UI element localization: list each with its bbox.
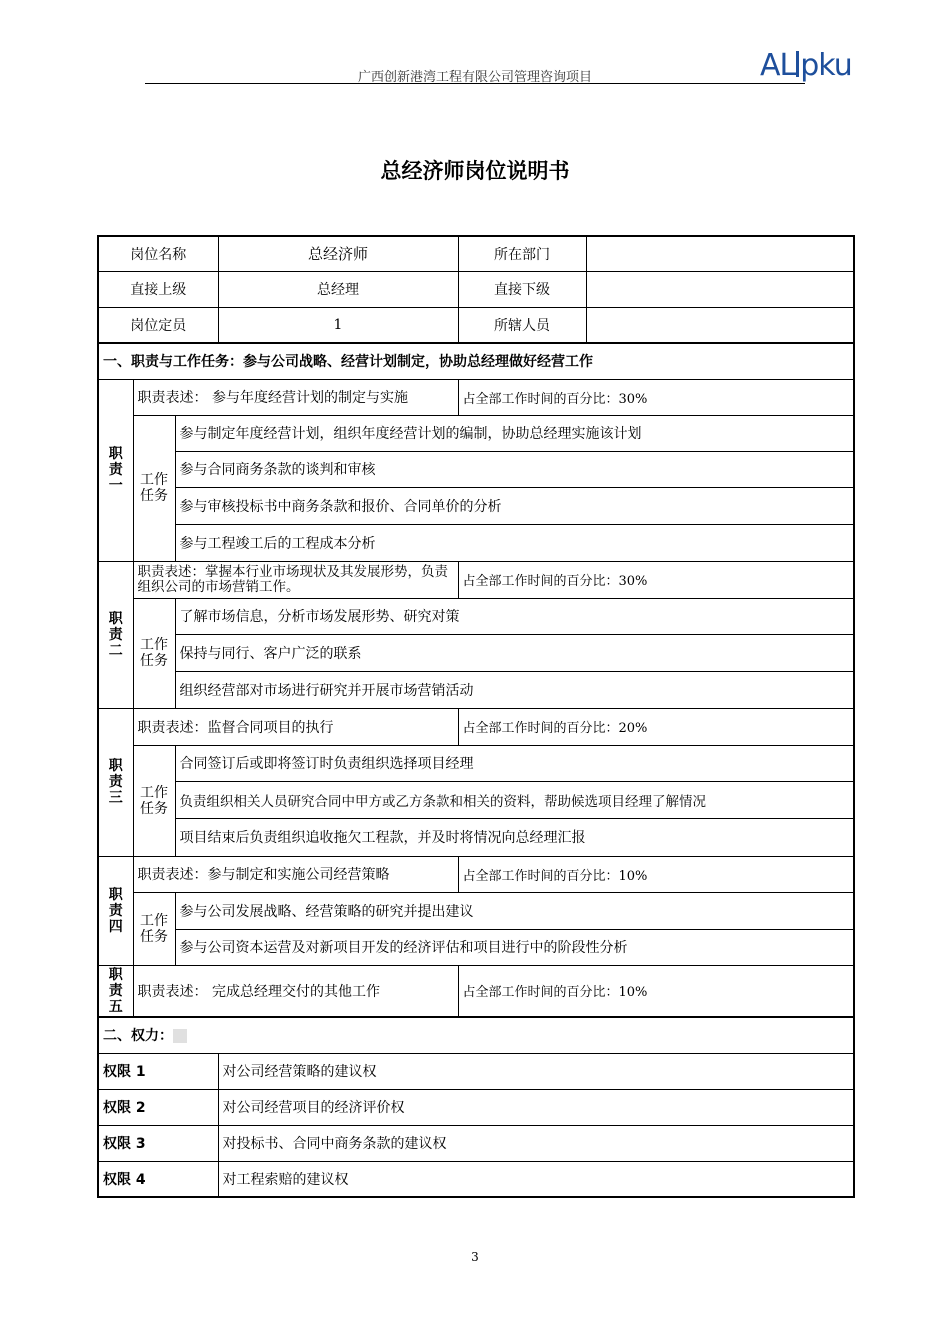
power-label: 权限 4	[98, 1161, 218, 1197]
subordinate-value	[586, 271, 854, 307]
power-text: 对公司经营策略的建议权	[218, 1053, 854, 1089]
duty-statement: 职责表述：参与制定和实施公司经营策略	[133, 856, 458, 892]
task-item: 参与公司资本运营及对新项目开发的经济评估和项目进行中的阶段性分析	[175, 929, 854, 965]
power-text: 对投标书、合同中商务条款的建议权	[218, 1125, 854, 1161]
task-item: 项目结束后负责组织追收拖欠工程款，并及时将情况向总经理汇报	[175, 818, 854, 856]
task-item: 组织经营部对市场进行研究并开展市场营销活动	[175, 671, 854, 708]
position-value: 总经济师	[218, 236, 458, 271]
staff-label: 所辖人员	[458, 307, 586, 343]
task-row	[98, 598, 854, 634]
dept-value	[586, 236, 854, 271]
section1-heading: 一、职责与工作任务：参与公司战略、经营计划制定，协助总经理做好经营工作	[98, 343, 854, 379]
power-label: 权限 2	[98, 1089, 218, 1125]
task-item: 参与制定年度经营计划，组织年度经营计划的编制，协助总经理实施该计划	[175, 415, 854, 451]
page-title: 总经济师岗位说明书	[380, 159, 570, 183]
work-task-label: 工作 任务	[133, 892, 175, 965]
dept-label: 所在部门	[458, 236, 586, 271]
duty-label: 职 责 五	[98, 965, 133, 1017]
duty-statement-row	[98, 708, 854, 745]
power-row	[98, 1089, 854, 1125]
task-row	[98, 524, 854, 561]
work-task-label: 工作 任务	[133, 598, 175, 708]
task-item: 参与公司发展战略、经营策略的研究并提出建议	[175, 892, 854, 929]
info-row	[98, 271, 854, 307]
power-row	[98, 1125, 854, 1161]
info-row	[98, 236, 854, 271]
task-row	[98, 929, 854, 965]
power-label: 权限 1	[98, 1053, 218, 1089]
work-task-label: 工作 任务	[133, 415, 175, 561]
power-row	[98, 1053, 854, 1089]
position-label: 岗位名称	[98, 236, 218, 271]
duty-statement: 职责表述：掌握本行业市场现状及其发展形势，负责组织公司的市场营销工作。	[133, 561, 458, 598]
power-text: 对工程索赔的建议权	[218, 1161, 854, 1197]
task-item: 保持与同行、客户广泛的联系	[175, 634, 854, 671]
duty-percent: 占全部工作时间的百分比：30%	[458, 379, 854, 415]
subordinate-label: 直接下级	[458, 271, 586, 307]
task-row	[98, 745, 854, 781]
duty-label: 职 责 二	[98, 561, 133, 708]
duty-statement: 职责表述： 参与年度经营计划的制定与实施	[133, 379, 458, 415]
task-item: 参与工程竣工后的工程成本分析	[175, 524, 854, 561]
duty-label: 职 责 一	[98, 379, 133, 561]
duty-statement-row	[98, 379, 854, 415]
logo-text-left: AL	[760, 48, 796, 83]
duty-statement-row	[98, 561, 854, 598]
header-divider	[145, 83, 805, 84]
header-text: 广西创新港湾工程有限公司管理咨询项目	[357, 70, 592, 85]
duty-percent: 占全部工作时间的百分比：10%	[458, 965, 854, 1017]
power-row	[98, 1161, 854, 1197]
section-row	[98, 1017, 854, 1053]
task-row	[98, 818, 854, 856]
duty-statement: 职责表述： 完成总经理交付的其他工作	[133, 965, 458, 1017]
duty-percent: 占全部工作时间的百分比：30%	[458, 561, 854, 598]
section2-heading: 二、权力：	[98, 1017, 854, 1053]
company-logo	[760, 48, 852, 83]
task-row	[98, 781, 854, 818]
section-row	[98, 343, 854, 379]
task-row	[98, 451, 854, 487]
task-row	[98, 892, 854, 929]
task-item: 参与审核投标书中商务条款和报价、合同单价的分析	[175, 487, 854, 524]
power-text: 对公司经营项目的经济评价权	[218, 1089, 854, 1125]
logo-bar	[796, 51, 799, 77]
duty-percent: 占全部工作时间的百分比：20%	[458, 708, 854, 745]
duty-label: 职 责 三	[98, 708, 133, 856]
logo-text-right: pku	[800, 48, 852, 83]
duty-statement-row	[98, 965, 854, 1017]
task-row	[98, 671, 854, 708]
duty-statement: 职责表述：监督合同项目的执行	[133, 708, 458, 745]
headcount-value: 1	[218, 307, 458, 343]
task-item: 负责组织相关人员研究合同中甲方或乙方条款和相关的资料，帮助候选项目经理了解情况	[175, 781, 854, 818]
highlight-mark	[173, 1029, 187, 1043]
superior-label: 直接上级	[98, 271, 218, 307]
duty-label: 职 责 四	[98, 856, 133, 965]
info-row	[98, 307, 854, 343]
task-row	[98, 415, 854, 451]
duty-percent: 占全部工作时间的百分比：10%	[458, 856, 854, 892]
job-description-table	[97, 235, 855, 1198]
duty-statement-row	[98, 856, 854, 892]
power-label: 权限 3	[98, 1125, 218, 1161]
task-item: 参与合同商务条款的谈判和审核	[175, 451, 854, 487]
task-item: 了解市场信息，分析市场发展形势、研究对策	[175, 598, 854, 634]
task-row	[98, 487, 854, 524]
work-task-label: 工作 任务	[133, 745, 175, 856]
page-number: 3	[471, 1250, 479, 1264]
superior-value: 总经理	[218, 271, 458, 307]
headcount-label: 岗位定员	[98, 307, 218, 343]
staff-value	[586, 307, 854, 343]
task-row	[98, 634, 854, 671]
task-item: 合同签订后或即将签订时负责组织选择项目经理	[175, 745, 854, 781]
